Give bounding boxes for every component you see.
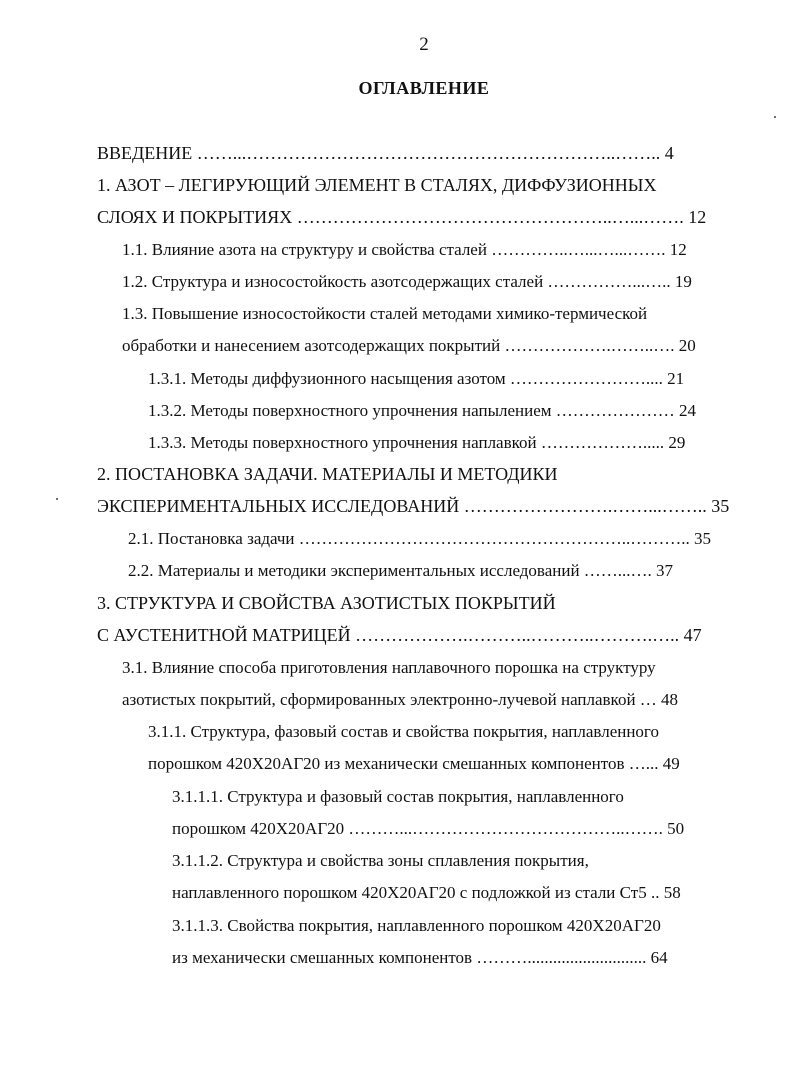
toc-entry-1-2: 1.2. Структура и износостойкость азотсодержащих сталей ……………...….. 19: [122, 272, 692, 291]
toc-entry-3-1-1-3-line-2: из механически смешанных компонентов ………............................ 64: [172, 948, 668, 967]
toc-entry-3-1-1-line-2: порошком 420Х20АГ20 из механически смешанных компонентов …... 49: [148, 754, 680, 773]
toc-entry-3-1-1-3-line-1: 3.1.1.3. Свойства покрытия, наплавленного порошком 420Х20АГ20: [172, 916, 661, 935]
toc-entry-1-1: 1.1. Влияние азота на структуру и свойства сталей …………..…...…...……. 12: [122, 240, 687, 259]
scan-speck: [774, 116, 776, 118]
scan-speck: [56, 498, 58, 500]
toc-entry-1-3-1: 1.3.1. Методы диффузионного насыщения азотом …………………….... 21: [148, 369, 685, 388]
toc-entry-chapter-1-line-2: СЛОЯХ И ПОКРЫТИЯХ ……………………………………………..…...……. 12: [97, 207, 707, 227]
toc-entry-3-1-1-1-line-2: порошком 420Х20АГ20 ………...………………………………..……. 50: [172, 819, 685, 838]
page-number: 2: [419, 34, 429, 55]
toc-entry-chapter-3-line-1: 3. СТРУКТУРА И СВОЙСТВА АЗОТИСТЫХ ПОКРЫТИЙ: [97, 593, 556, 613]
toc-entry-3-1-1-2-line-2: наплавленного порошком 420Х20АГ20 с подложкой из стали Ст5 .. 58: [172, 883, 681, 902]
toc-entry-3-1-1-1-line-1: 3.1.1.1. Структура и фазовый состав покрытия, наплавленного: [172, 787, 624, 806]
toc-entry-chapter-2-line-1: 2. ПОСТАНОВКА ЗАДАЧИ. МАТЕРИАЛЫ И МЕТОДИКИ: [97, 464, 558, 484]
toc-entry-3-1-1-line-1: 3.1.1. Структура, фазовый состав и свойства покрытия, наплавленного: [148, 722, 659, 741]
toc-entry-3-1-line-1: 3.1. Влияние способа приготовления наплавочного порошка на структуру: [122, 658, 656, 677]
toc-entry-3-1-1-2-line-1: 3.1.1.2. Структура и свойства зоны сплавления покрытия,: [172, 851, 589, 870]
toc-entry-chapter-2-line-2: ЭКСПЕРИМЕНТАЛЬНЫХ ИССЛЕДОВАНИЙ …………………….……...…….. 35: [97, 496, 730, 516]
toc-entry-2-2: 2.2. Материалы и методики экспериментальных исследований ……...…. 37: [128, 561, 674, 580]
toc-entry-chapter-3-line-2: С АУСТЕНИТНОЙ МАТРИЦЕЙ ……………….………..………..……….….. 47: [97, 625, 702, 645]
toc-entry-chapter-1-line-1: 1. АЗОТ – ЛЕГИРУЮЩИЙ ЭЛЕМЕНТ В СТАЛЯХ, ДИФФУЗИОННЫХ: [97, 175, 657, 195]
toc-entry-1-3-line-2: обработки и нанесением азотсодержащих покрытий ……………….……..…. 20: [122, 336, 696, 355]
toc-entry-1-3-3: 1.3.3. Методы поверхностного упрочнения наплавкой ………………..... 29: [148, 433, 686, 452]
toc-entry-2-1: 2.1. Постановка задачи …………………………………………………..……….. 35: [128, 529, 712, 548]
toc-entry-3-1-line-2: азотистых покрытий, сформированных электронно-лучевой наплавкой … 48: [122, 690, 679, 709]
toc-entry-1-3-2: 1.3.2. Методы поверхностного упрочнения напылением ………………… 24: [148, 401, 697, 420]
toc-entry-introduction: ВВЕДЕНИЕ ……...……………………………………………………..…….. 4: [97, 143, 674, 163]
toc-entry-1-3-line-1: 1.3. Повышение износостойкости сталей методами химико-термической: [122, 304, 648, 323]
toc-title: ОГЛАВЛЕНИЕ: [358, 78, 490, 98]
